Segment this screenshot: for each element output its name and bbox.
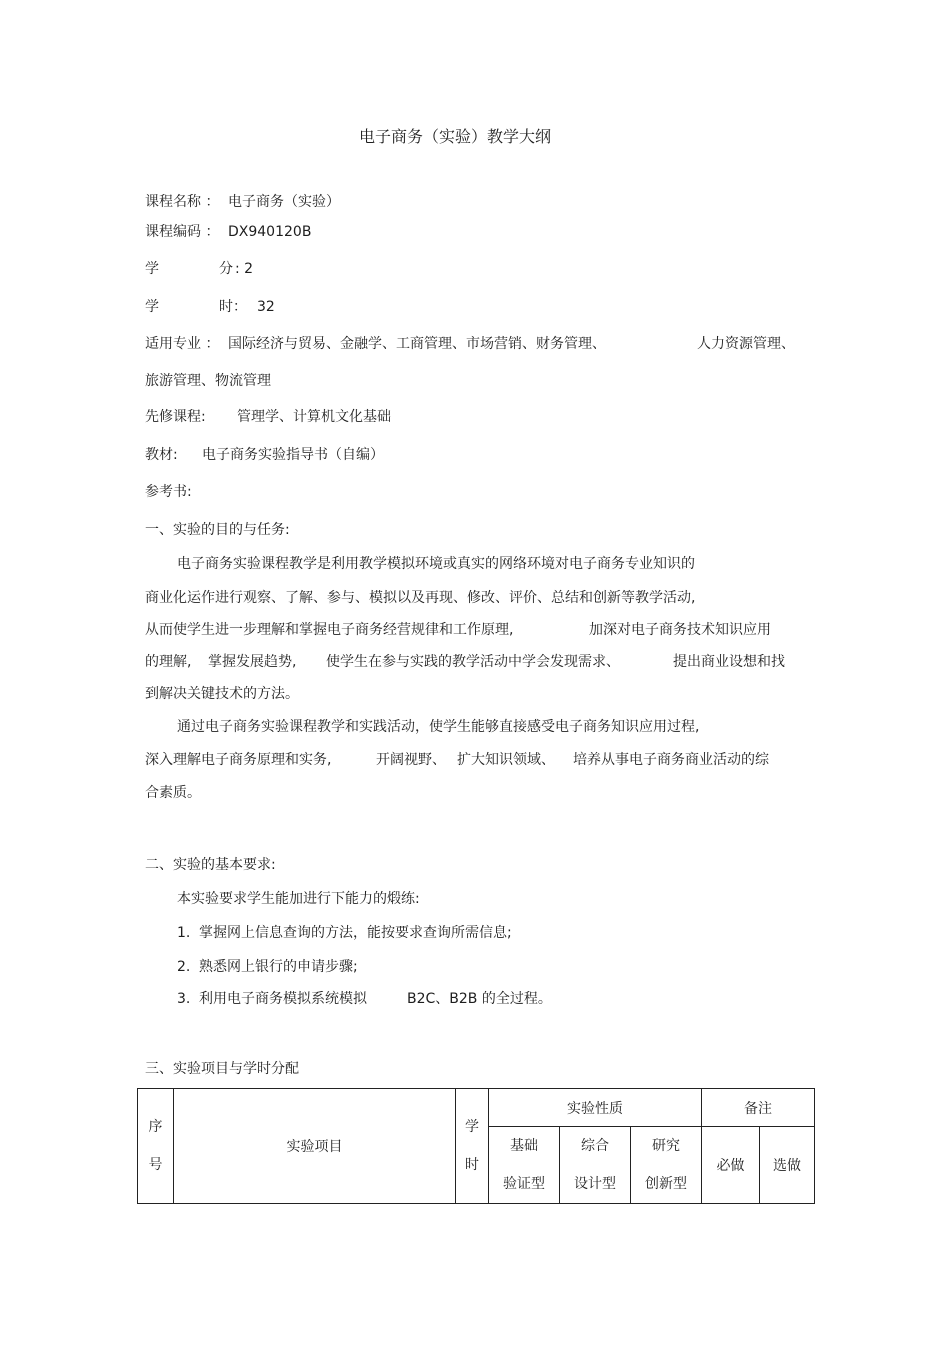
header-nature-basic (489, 1127, 560, 1204)
section1-p2-line2b: 开阔视野、 (376, 752, 446, 768)
page-title: 电子商务（实验）教学大纲 (359, 127, 552, 146)
header-remark: 备注 (702, 1089, 815, 1127)
section1-p2-line2d: 培养从事电子商务商业活动的综 (573, 752, 769, 768)
prereq: 管理学、计算机文化基础 (237, 409, 391, 425)
nature-comp-line1: 综合 (581, 1138, 609, 1154)
req-item-3-num: 3. (177, 991, 191, 1007)
req-item-3b: B2C、B2B 的全过程。 (407, 991, 552, 1007)
course-code: DX940120B (228, 224, 312, 240)
section2-intro: 本实验要求学生能加进行下能力的煅练: (177, 891, 420, 907)
header-nature-research (631, 1127, 702, 1204)
hours-allocation-table (137, 1088, 815, 1204)
textbook: 电子商务实验指导书（自编） (202, 447, 384, 463)
course-name: 电子商务（实验） (228, 194, 340, 210)
header-hours-line2: 时 (465, 1157, 479, 1173)
header-nature-comprehensive (560, 1127, 631, 1204)
majors-label: 适用专业 ： (145, 336, 220, 352)
section1-p2-line2c: 扩大知识领域、 (457, 752, 555, 768)
credit-label-2: 分 (219, 261, 233, 277)
req-item-1: 掌握网上信息查询的方法，能按要求查询所需信息; (199, 925, 512, 941)
header-seq-line1: 序 (148, 1119, 163, 1135)
req-item-1-num: 1. (177, 925, 191, 941)
section3-heading: 三、实验项目与学时分配 (145, 1061, 299, 1077)
majors-line2: 旅游管理、物流管理 (145, 373, 271, 389)
section1-p1-line4c: 使学生在参与实践的教学活动中学会发现需求、 (326, 654, 620, 670)
textbook-label: 教材: (145, 447, 178, 463)
nature-res-line2: 创新型 (645, 1176, 687, 1192)
header-remark-required: 必做 (702, 1127, 760, 1204)
majors-line1b: 人力资源管理、 (697, 336, 795, 352)
section1-p1-line4d: 提出商业设想和找 (673, 654, 785, 670)
header-seq-line2: 号 (148, 1157, 163, 1173)
credit-label-1: 学 (145, 261, 159, 277)
header-remark-optional: 选做 (760, 1127, 815, 1204)
nature-basic-line1: 基础 (510, 1138, 538, 1154)
reference-label: 参考书: (145, 484, 192, 500)
section1-p1-line1: 电子商务实验课程教学是利用教学模拟环境或真实的网络环境对电子商务专业知识的 (177, 556, 695, 572)
hours-label-1: 学 (145, 299, 159, 315)
req-item-2-num: 2. (177, 959, 191, 975)
majors-line1: 国际经济与贸易、金融学、工商管理、市场营销、财务管理、 (228, 336, 606, 352)
section1-p1-line3b: 加深对电子商务技术知识应用 (589, 622, 771, 638)
section1-p1-line5: 到解决关键技术的方法。 (145, 686, 299, 702)
nature-basic-line2: 验证型 (503, 1176, 545, 1192)
section1-p2-line3: 合素质。 (145, 785, 201, 801)
credit-value: : 2 (235, 261, 254, 277)
header-nature: 实验性质 (489, 1089, 702, 1127)
section1-heading: 一、实验的目的与任务: (145, 522, 290, 538)
nature-res-line1: 研究 (652, 1138, 680, 1154)
section1-p1-line4b: 掌握发展趋势, (208, 654, 297, 670)
header-hours (456, 1089, 489, 1204)
section1-p2-line1: 通过电子商务实验课程教学和实践活动，使学生能够直接感受电子商务知识应用过程, (177, 719, 700, 735)
section1-p2-line2a: 深入理解电子商务原理和实务, (145, 752, 332, 768)
hours-label-2: 时： (219, 299, 247, 315)
req-item-3a: 利用电子商务模拟系统模拟 (199, 991, 367, 1007)
prereq-label: 先修课程: (145, 409, 206, 425)
section1-p1-line4a: 的理解, (145, 654, 192, 670)
section2-heading: 二、实验的基本要求: (145, 857, 276, 873)
hours-value: 32 (257, 299, 275, 315)
header-seq (138, 1089, 174, 1204)
section1-p1-line3a: 从而使学生进一步理解和掌握电子商务经营规律和工作原理, (145, 622, 514, 638)
course-name-label: 课程名称 ： (145, 194, 220, 210)
header-hours-line1: 学 (465, 1119, 479, 1135)
req-item-2: 熟悉网上银行的申请步骤; (199, 959, 358, 975)
header-project: 实验项目 (174, 1089, 456, 1204)
nature-comp-line2: 设计型 (574, 1176, 616, 1192)
course-code-label: 课程编码 ： (145, 224, 220, 240)
section1-p1-line2: 商业化运作进行观察、了解、参与、模拟以及再现、修改、评价、总结和创新等教学活动, (145, 590, 696, 606)
